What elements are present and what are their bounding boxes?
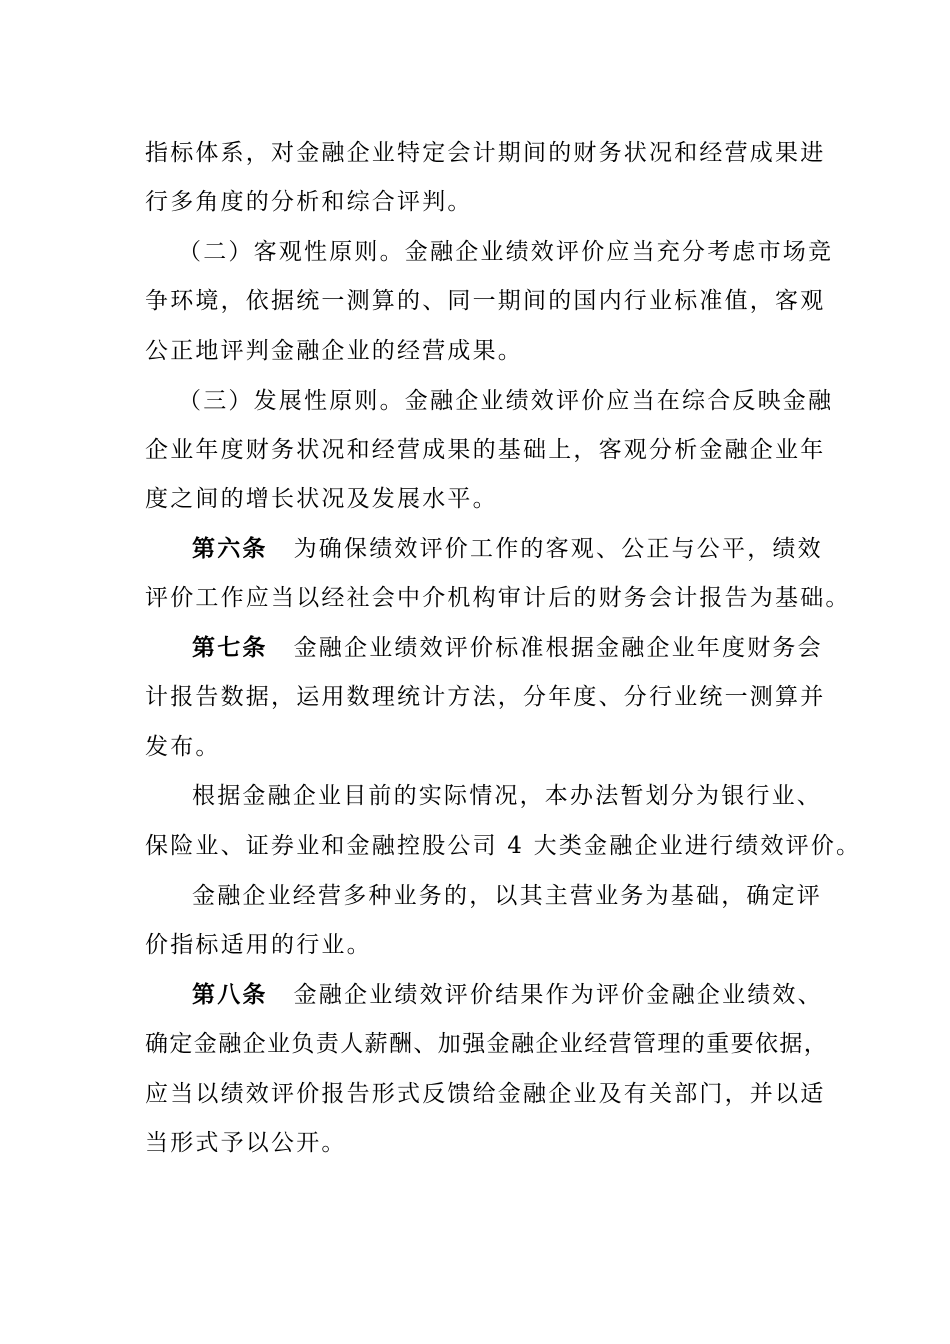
article-text: 金融企业绩效评价结果作为评价金融企业绩效、 — [293, 982, 823, 1008]
article-eight — [192, 978, 862, 1012]
text-line: 行多角度的分析和综合评判。 — [145, 189, 473, 215]
text-line: 根据金融企业目前的实际情况，本办法暂划分为银行业、 — [192, 783, 822, 809]
text-line: 确定金融企业负责人薪酬、加强金融企业经营管理的重要依据， — [145, 1031, 829, 1057]
text-line: 应当以绩效评价报告形式反馈给金融企业及有关部门，并以适 — [145, 1081, 826, 1107]
text-line: 度之间的增长状况及发展水平。 — [145, 486, 498, 512]
text-line: 金融企业经营多种业务的，以其主营业务为基础，确定评 — [192, 883, 822, 909]
text-line: 计报告数据，运用数理统计方法，分年度、分行业统一测算并 — [145, 684, 826, 710]
text-line: 评价工作应当以经社会中介机构审计后的财务会计报告为基础。 — [145, 585, 851, 611]
article-heading: 第七条 — [192, 634, 268, 661]
text-line: （三）发展性原则。金融企业绩效评价应当在综合反映金融 — [178, 388, 834, 414]
text-line: （二）客观性原则。金融企业绩效评价应当充分考虑市场竞 — [178, 239, 834, 265]
article-text: 为确保绩效评价工作的客观、公正与公平，绩效 — [293, 536, 823, 562]
article-heading: 第六条 — [192, 535, 268, 562]
text-line: 指标体系，对金融企业特定会计期间的财务状况和经营成果进 — [145, 140, 826, 166]
article-six — [192, 532, 862, 566]
text-line: 争环境，依据统一测算的、同一期间的国内行业标准值，客观 — [145, 288, 826, 314]
text-line: 当形式予以公开。 — [145, 1130, 347, 1156]
text-line: 发布。 — [145, 734, 221, 760]
text-line: 企业年度财务状况和经营成果的基础上，客观分析金融企业年 — [145, 437, 826, 463]
text-line: 保险业、证券业和金融控股公司 4 大类金融企业进行绩效评价。 — [145, 833, 862, 859]
article-text: 金融企业绩效评价标准根据金融企业年度财务会 — [293, 635, 823, 661]
text-line: 价指标适用的行业。 — [145, 932, 372, 958]
text-line: 公正地评判金融企业的经营成果。 — [145, 338, 523, 364]
article-heading: 第八条 — [192, 981, 268, 1008]
article-seven — [192, 631, 862, 665]
